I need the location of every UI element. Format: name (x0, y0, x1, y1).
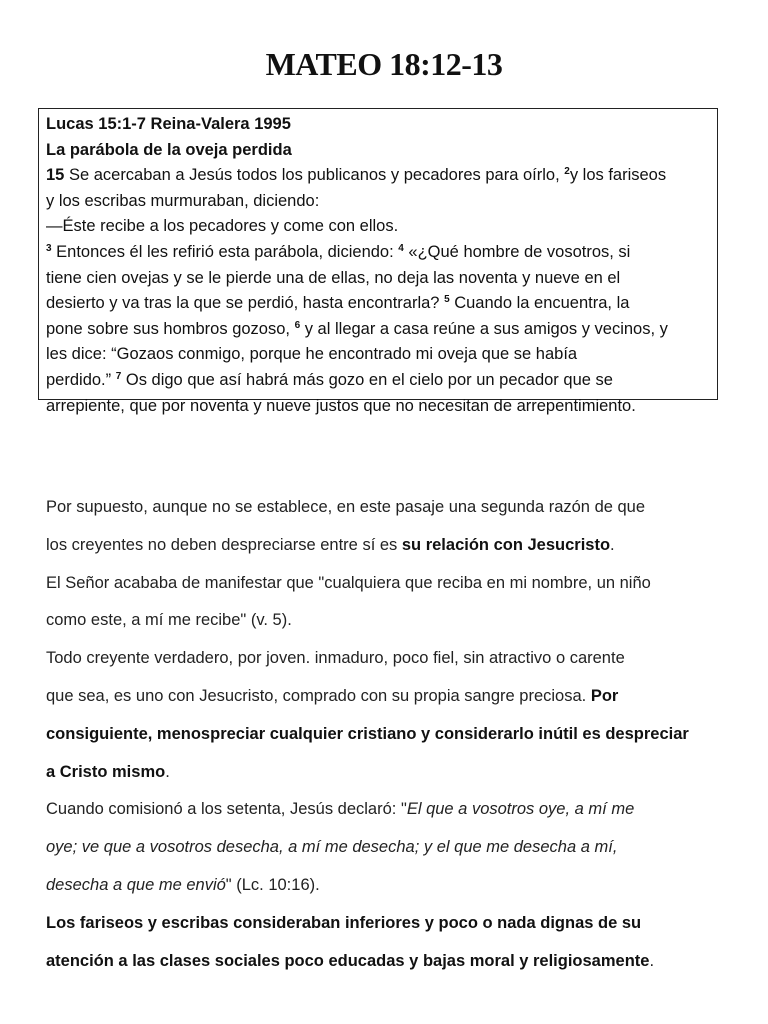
scripture-line (46, 240, 710, 266)
verse-number: 15 (46, 166, 65, 185)
commentary-emphasis: Por (590, 686, 619, 705)
commentary-line: Por supuesto, aunque no se establece, en este pasaje una segunda razón de que (46, 498, 646, 516)
commentary-text: " (Lc. 10:16). (225, 875, 320, 894)
verse-text: desierto y va tras la que se perdió, hasta encontrarla? (46, 294, 445, 313)
verse-number: 2 (564, 166, 570, 178)
scripture-line: tiene cien ovejas y se le pierde una de ellas, no deja las noventa y nueve en el (46, 268, 621, 287)
commentary-text: . (649, 951, 655, 970)
scripture-line (46, 291, 710, 317)
verse-text: Se acercaban a Jesús todos los publicanos y pecadores para oírlo, (64, 166, 565, 185)
page-title: MATEO 18:12-13 (265, 46, 503, 82)
commentary-line (46, 527, 736, 565)
verse-text: Cuando la encuentra, la (449, 294, 630, 313)
scripture-box (38, 108, 718, 415)
commentary-line (46, 754, 736, 792)
commentary-quote: El que a vosotros oye, a mí me (406, 800, 635, 819)
scripture-line (46, 368, 710, 394)
commentary-emphasis: a Cristo mismo (46, 762, 166, 781)
commentary-line: oye; ve que a vosotros desecha, a mí me desecha; y el que me desecha a mí, (46, 838, 618, 857)
commentary (46, 489, 736, 980)
commentary-line: consiguiente, menospreciar cualquier cristiano y considerarlo inútil es despreciar (46, 724, 689, 743)
commentary-line (46, 791, 736, 829)
scripture-heading: La parábola de la oveja perdida (46, 140, 292, 159)
scripture-line: les dice: “Gozaos conmigo, porque he encontrado mi oveja que se había (46, 345, 578, 364)
commentary-line: Todo creyente verdadero, por joven. inmaduro, poco fiel, sin atractivo o carente (46, 649, 625, 668)
scripture-line: —Éste recibe a los pecadores y come con ellos. (46, 217, 399, 236)
commentary-line: como este, a mí me recibe" (v. 5). (46, 611, 292, 630)
verse-number: 7 (115, 370, 122, 382)
verse-number: 6 (294, 319, 301, 331)
commentary-line (46, 867, 736, 905)
verse-number: 4 (398, 242, 404, 254)
commentary-line (46, 943, 736, 981)
commentary-text: los creyentes no deben despreciarse entre sí es (46, 535, 402, 554)
scripture-line (46, 163, 710, 189)
scripture-line: arrepiente, que por noventa y nueve justos que no necesitan de arrepentimiento. (46, 396, 636, 415)
commentary-quote: desecha a que me envió (46, 875, 226, 894)
commentary-text: que sea, es uno con Jesucristo, comprado con su propia sangre preciosa. (46, 686, 591, 705)
commentary-text: . (165, 762, 170, 781)
verse-text: Os digo que así habrá más gozo en el cielo por un pecador que se (121, 370, 613, 389)
commentary-text: . (610, 535, 615, 554)
verse-text: perdido.” (46, 370, 116, 389)
verse-text: y los fariseos (569, 166, 667, 185)
commentary-line: Los fariseos y escribas consideraban inferiores y poco o nada dignas de su (46, 913, 642, 932)
commentary-line (46, 678, 736, 716)
verse-number: 3 (46, 242, 52, 254)
commentary-emphasis: atención a las clases sociales poco educadas y bajas moral y religiosamente (46, 951, 650, 970)
verse-text: «¿Qué hombre de vosotros, si (403, 242, 631, 261)
scripture-line (46, 317, 710, 343)
verse-text: pone sobre sus hombros gozoso, (46, 319, 295, 338)
commentary-line: El Señor acababa de manifestar que "cualquiera que reciba en mi nombre, un niño (46, 573, 651, 592)
verse-number: 5 (444, 294, 450, 306)
verse-text: Entonces él les refirió esta parábola, diciendo: (51, 242, 399, 261)
commentary-text: Cuando comisionó a los setenta, Jesús declaró: " (46, 800, 407, 819)
commentary-emphasis: su relación con Jesucristo (401, 535, 611, 554)
scripture-reference: Lucas 15:1-7 Reina-Valera 1995 (46, 115, 291, 133)
verse-text: y al llegar a casa reúne a sus amigos y vecinos, y (300, 319, 668, 338)
scripture-line: y los escribas murmuraban, diciendo: (46, 191, 320, 210)
